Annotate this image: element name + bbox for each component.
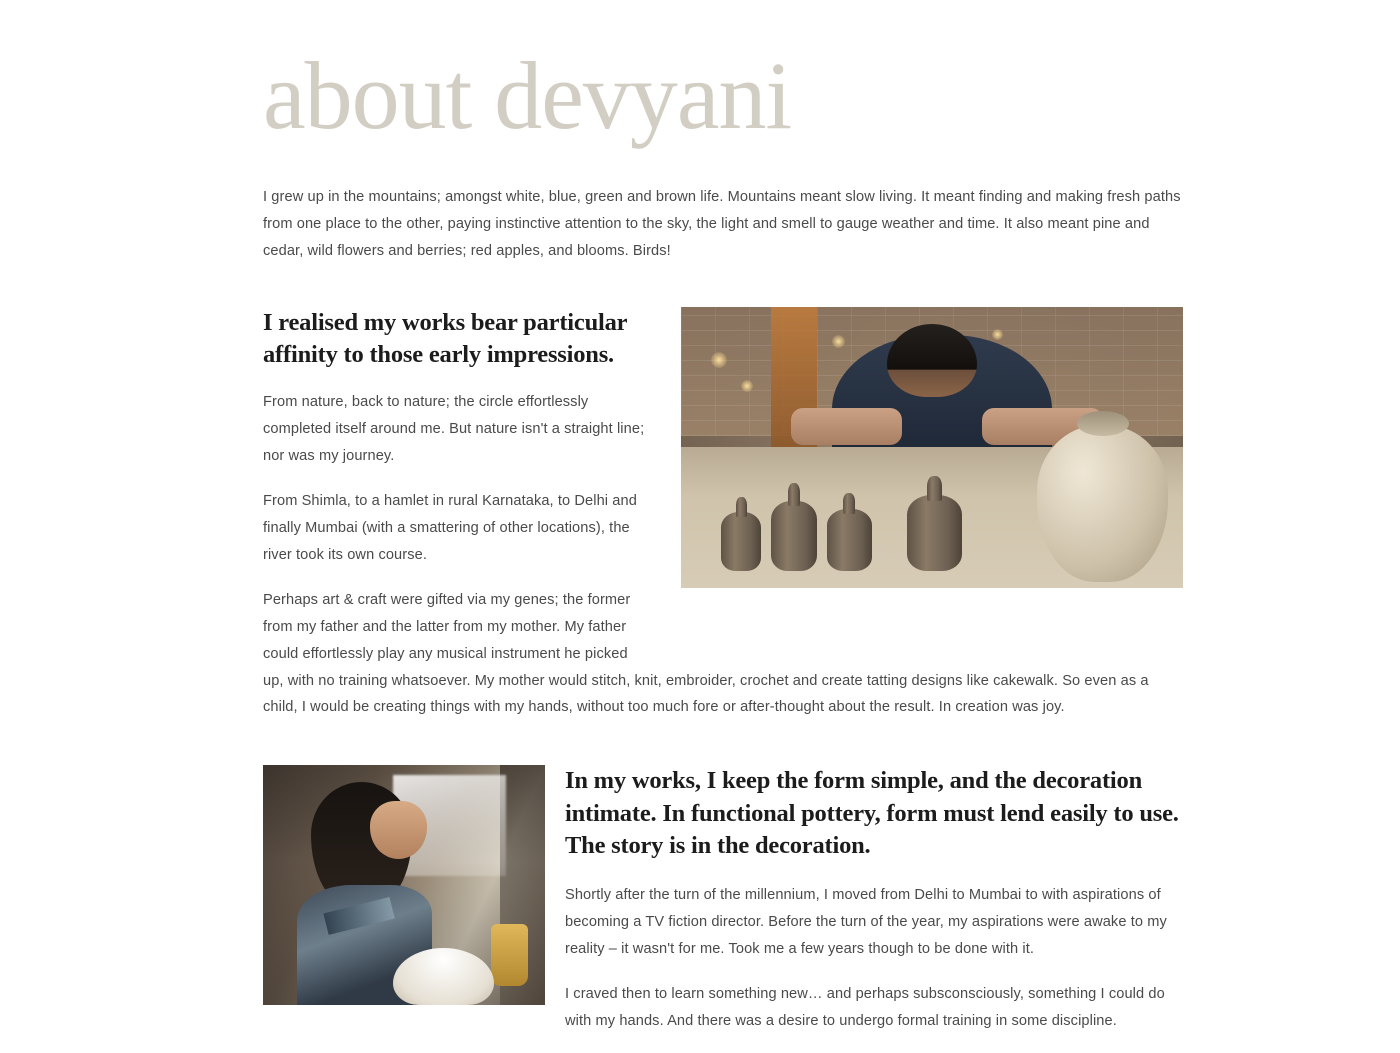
large-pale-pot bbox=[1037, 425, 1168, 582]
clay-vase bbox=[771, 501, 816, 571]
section-two-text-column bbox=[565, 765, 1181, 1035]
section-one-paragraph-3: Perhaps art & craft were gifted via my genes; the former from my father and the latter from my mother. My father could effortlessly play any musical instrument he picked bbox=[263, 591, 631, 662]
section-two-heading: In my works, I keep the form simple, and the decoration intimate. In functional pottery, form must lend easily to use. The story is in the decoration. bbox=[565, 767, 1179, 860]
string-light-bokeh bbox=[711, 352, 727, 368]
section-two-paragraph-1: Shortly after the turn of the millennium, I moved from Delhi to Mumbai to with aspirations of becoming a TV fiction director. Before the turn of the year, my aspirations were awake to my reality – it wasn't for me. Took me a few years though to be done with it. bbox=[565, 887, 1167, 958]
yellow-jar bbox=[491, 924, 528, 986]
studio-photo-right-image bbox=[681, 307, 1183, 588]
section-two-paragraph-2: I craved then to learn something new… and perhaps subsconsciously, something I could do with my hands. And there was a desire to undergo formal training in some discipline. bbox=[565, 986, 1165, 1030]
section-one-paragraph-1: From nature, back to nature; the circle effortlessly completed itself around me. But nature isn't a straight line; nor was my journey. bbox=[263, 393, 645, 464]
section-two bbox=[263, 765, 1183, 1053]
potter-head bbox=[887, 324, 977, 397]
section-one bbox=[263, 307, 1183, 722]
studio-photo-right bbox=[681, 307, 1183, 588]
studio-photo-left-image bbox=[263, 765, 545, 1005]
section-one-wrap-tail: up, with no training whatsoever. My mother would stitch, knit, embroider, crochet and create tatting designs like cakewalk. So even as a child, I would be creating things with my hands, without too much fore or after-thought about the result. In creation was joy. bbox=[263, 672, 1149, 716]
intro-paragraph: I grew up in the mountains; amongst white, blue, green and brown life. Mountains meant slow living. It meant finding and making fresh paths from one place to the other, paying instinctive attention to the sky, the light and smell to gauge weather and time. It also meant pine and cedar, wild flowers and berries; red apples, and blooms. Birds! bbox=[263, 189, 1181, 259]
section-one-heading: I realised my works bear particular affinity to those early impressions. bbox=[263, 308, 627, 368]
page-title: about devyani bbox=[263, 42, 792, 149]
artist-face bbox=[370, 801, 426, 859]
clay-vase bbox=[827, 509, 872, 571]
page-content bbox=[263, 0, 1183, 1053]
clay-vase bbox=[721, 512, 761, 571]
studio-photo-left bbox=[263, 765, 545, 1005]
string-light-bokeh bbox=[832, 335, 845, 348]
clay-vase-in-hand bbox=[907, 495, 962, 571]
potter-left-arm bbox=[791, 408, 901, 445]
section-one-text-column bbox=[263, 307, 655, 668]
section-one-paragraph-2: From Shimla, to a hamlet in rural Karnataka, to Delhi and finally Mumbai (with a smattering of other locations), the river took its own course. bbox=[263, 492, 637, 563]
